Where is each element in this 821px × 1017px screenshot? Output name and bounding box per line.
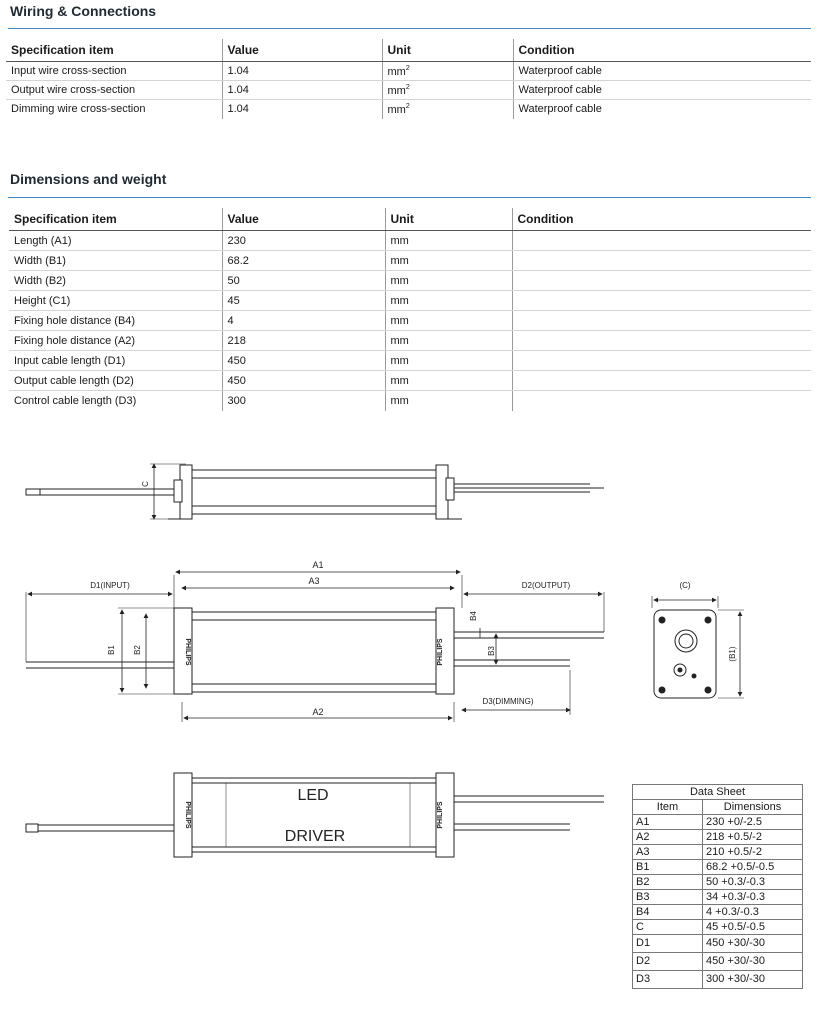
cell-value: 1.04 bbox=[222, 100, 382, 119]
cell-value: 230 bbox=[222, 231, 385, 251]
cell-value: 50 bbox=[222, 271, 385, 291]
header-unit: Unit bbox=[382, 39, 513, 62]
cell-value: 1.04 bbox=[222, 81, 382, 100]
philips-logo-right: PHILIPS bbox=[437, 638, 444, 666]
ds-dim: 210 +0.5/-2 bbox=[703, 845, 803, 860]
dim-label-b3: B3 bbox=[487, 646, 496, 656]
dimensions-table bbox=[9, 208, 811, 411]
table-row bbox=[633, 875, 803, 890]
ds-dim: 50 +0.3/-0.3 bbox=[703, 875, 803, 890]
wiring-section-title: Wiring & Connections bbox=[10, 3, 157, 19]
cell-item: Control cable length (D3) bbox=[14, 394, 137, 407]
table-row bbox=[633, 890, 803, 905]
cell-value: 1.04 bbox=[222, 62, 382, 81]
cell-condition: Waterproof cable bbox=[513, 62, 811, 81]
header-spec-item: Specification item bbox=[6, 39, 222, 62]
ds-item: D3 bbox=[633, 971, 703, 989]
cell-value: 300 bbox=[222, 391, 385, 411]
section-divider bbox=[8, 197, 811, 198]
table-row bbox=[9, 331, 811, 351]
table-row bbox=[9, 251, 811, 271]
cell-condition bbox=[512, 351, 811, 371]
table-row bbox=[633, 860, 803, 875]
table-header-row bbox=[9, 208, 811, 231]
ds-item: B1 bbox=[633, 860, 703, 875]
dim-label-d1: D1(INPUT) bbox=[90, 581, 130, 590]
side-view bbox=[26, 464, 604, 519]
cell-unit: mm bbox=[385, 291, 512, 311]
cell-item: Input cable length (D1) bbox=[9, 351, 222, 371]
cell-value: 4 bbox=[222, 311, 385, 331]
ds-item: A3 bbox=[633, 845, 703, 860]
philips-logo-front-left: PHILIPS bbox=[184, 801, 191, 829]
ds-dim: 4 +0.3/-0.3 bbox=[703, 905, 803, 920]
ds-dim: 450 +30/-30 bbox=[703, 935, 803, 953]
header-unit: Unit bbox=[385, 208, 512, 231]
ds-item: A2 bbox=[633, 830, 703, 845]
table-row bbox=[9, 371, 811, 391]
dim-label-b2: B2 bbox=[133, 645, 142, 655]
ds-dim: 34 +0.3/-0.3 bbox=[703, 890, 803, 905]
table-row bbox=[9, 271, 811, 291]
cell-unit: mm bbox=[385, 391, 512, 411]
ds-dim: 230 +0/-2.5 bbox=[703, 815, 803, 830]
table-row bbox=[633, 905, 803, 920]
ds-dim: 450 +30/-30 bbox=[703, 953, 803, 971]
table-row bbox=[9, 351, 811, 371]
cell-item: Width (B2) bbox=[9, 271, 222, 291]
philips-logo-front-right: PHILIPS bbox=[437, 801, 444, 829]
cell-item: Input wire cross-section bbox=[6, 62, 222, 81]
cell-unit: mm bbox=[385, 331, 512, 351]
wiring-table bbox=[6, 39, 811, 119]
header-condition: Condition bbox=[513, 39, 811, 62]
table-row bbox=[6, 100, 811, 119]
cell-condition bbox=[512, 291, 811, 311]
ds-item: D2 bbox=[633, 953, 703, 971]
front-label-led: LED bbox=[297, 787, 329, 804]
cell-unit: mm bbox=[385, 351, 512, 371]
table-row bbox=[633, 830, 803, 845]
dimensions-section-title: Dimensions and weight bbox=[10, 171, 167, 187]
ds-item: D1 bbox=[633, 935, 703, 953]
cell-unit: mm bbox=[385, 311, 512, 331]
cell-unit: $mm^2$ bbox=[382, 100, 513, 119]
cell-unit: mm bbox=[385, 231, 512, 251]
table-row bbox=[9, 311, 811, 331]
table-row bbox=[633, 953, 803, 971]
philips-logo-left: PHILIPS bbox=[184, 638, 191, 666]
dim-label-d2: D2(OUTPUT) bbox=[521, 581, 571, 590]
front-label-driver: DRIVER bbox=[284, 828, 346, 845]
data-sheet-header-row bbox=[633, 800, 803, 815]
dim-label-b4: B4 bbox=[469, 611, 478, 621]
cell-unit: $mm^2$ bbox=[382, 62, 513, 81]
cell-value: 45 bbox=[222, 291, 385, 311]
ds-item: A1 bbox=[633, 815, 703, 830]
cell-unit: mm bbox=[385, 251, 512, 271]
data-sheet-title: Data Sheet bbox=[633, 785, 803, 800]
cell-condition bbox=[512, 371, 811, 391]
cell-condition bbox=[512, 311, 811, 331]
dim-label-b1-end: (B1) bbox=[728, 646, 737, 662]
cell-condition: Waterproof cable bbox=[513, 100, 811, 119]
cell-item: Fixing hole distance (B4) bbox=[9, 311, 222, 331]
ds-dim: 68.2 +0.5/-0.5 bbox=[703, 860, 803, 875]
cell-item: Output cable length (D2) bbox=[9, 371, 222, 391]
table-row bbox=[633, 845, 803, 860]
cell-condition bbox=[512, 231, 811, 251]
cell-item: Length (A1) bbox=[9, 231, 222, 251]
table-row bbox=[9, 231, 811, 251]
table-row bbox=[9, 391, 811, 411]
cell-value: 218 bbox=[222, 331, 385, 351]
table-row bbox=[6, 81, 811, 100]
header-spec-item: Specification item bbox=[9, 208, 222, 231]
data-sheet-header-dim: Dimensions bbox=[703, 800, 803, 815]
header-value: Value bbox=[222, 208, 385, 231]
cell-condition bbox=[512, 391, 811, 411]
ds-item: C bbox=[633, 920, 703, 935]
ds-item: B4 bbox=[633, 905, 703, 920]
ds-dim: 45 +0.5/-0.5 bbox=[703, 920, 803, 935]
data-sheet-table bbox=[632, 784, 803, 989]
cell-unit: mm bbox=[385, 271, 512, 291]
cell-condition: Waterproof cable bbox=[513, 81, 811, 100]
table-header-row bbox=[6, 39, 811, 62]
cell-value: 68.2 bbox=[222, 251, 385, 271]
cell-value: 450 bbox=[222, 351, 385, 371]
header-value: Value bbox=[222, 39, 382, 62]
cell-item: Output wire cross-section bbox=[6, 81, 222, 100]
cell-condition bbox=[512, 271, 811, 291]
dim-label-a1: A1 bbox=[312, 560, 324, 570]
ds-dim: 300 +30/-30 bbox=[703, 971, 803, 989]
cell-unit: $mm^2$ bbox=[382, 81, 513, 100]
dim-label-d3: D3(DIMMING) bbox=[482, 697, 534, 706]
table-row bbox=[9, 291, 811, 311]
dim-label-c-end: (C) bbox=[679, 581, 691, 590]
cell-condition bbox=[512, 251, 811, 271]
header-condition: Condition bbox=[512, 208, 811, 231]
ds-item: B3 bbox=[633, 890, 703, 905]
table-row bbox=[633, 920, 803, 935]
table-row bbox=[633, 815, 803, 830]
ds-dim: 218 +0.5/-2 bbox=[703, 830, 803, 845]
dim-label-a3: A3 bbox=[308, 576, 320, 586]
cell-item: Height (C1) bbox=[9, 291, 222, 311]
data-sheet-title-row bbox=[633, 785, 803, 800]
cell-item: Fixing hole distance (A2) bbox=[9, 331, 222, 351]
table-row bbox=[633, 935, 803, 953]
section-divider bbox=[8, 28, 811, 29]
cell-item: Width (B1) bbox=[9, 251, 222, 271]
dim-label-a2: A2 bbox=[312, 707, 324, 717]
table-row bbox=[6, 62, 811, 81]
table-row bbox=[633, 971, 803, 989]
cell-condition bbox=[512, 331, 811, 351]
cell-value: 450 bbox=[222, 371, 385, 391]
cell-item: Dimming wire cross-section bbox=[11, 103, 146, 116]
ds-item: B2 bbox=[633, 875, 703, 890]
data-sheet-header-item: Item bbox=[633, 800, 703, 815]
dim-label-c: C bbox=[141, 481, 150, 487]
dim-label-b1: B1 bbox=[107, 645, 116, 655]
cell-unit: mm bbox=[385, 371, 512, 391]
